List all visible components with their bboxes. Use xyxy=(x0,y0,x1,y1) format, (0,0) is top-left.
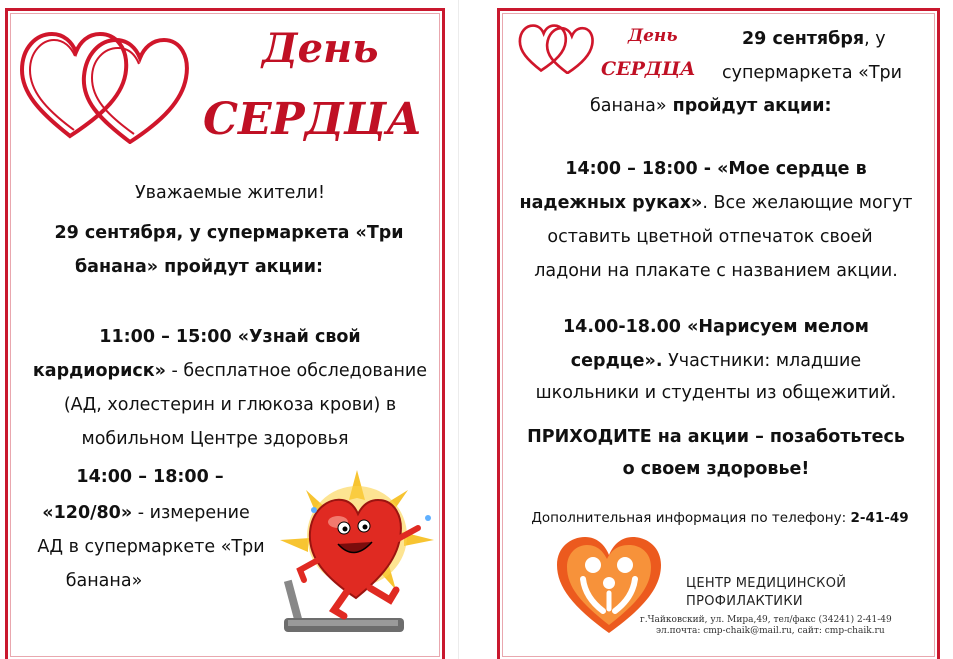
page-title-line2: СЕРДЦА xyxy=(601,58,696,80)
phone-label: Дополнительная информация по телефону: xyxy=(531,510,851,526)
event-time: 14:00 – 18:00 – xyxy=(76,467,224,487)
event-title-tail: кардиориск» xyxy=(32,361,166,381)
event-desc: (АД, холестерин и глюкоза крови) в xyxy=(63,395,397,415)
event-desc-line xyxy=(497,376,935,410)
event-desc-line xyxy=(497,344,935,378)
intro-text: супермаркета «Три xyxy=(722,63,903,83)
page-title-line1: День xyxy=(262,25,379,72)
event-time-title: 14:00 – 18:00 - «Мое сердце в xyxy=(565,159,867,179)
event-time-title: 14.00-18.00 «Нарисуем мелом xyxy=(563,317,869,337)
intro-date: 29 сентября xyxy=(742,29,865,49)
event-desc-line xyxy=(497,186,935,220)
intro-text-bold: пройдут акции: xyxy=(666,96,832,116)
double-heart-icon xyxy=(518,22,594,74)
page-title-line2: СЕРДЦА xyxy=(203,94,423,145)
event-desc: оставить цветной отпечаток своей xyxy=(547,227,873,247)
event-desc: ладони на плакате с названием акции. xyxy=(534,261,898,281)
running-heart-illustration xyxy=(278,470,436,638)
event-desc: Участники: младшие xyxy=(662,351,862,371)
event-desc-line xyxy=(0,422,430,456)
intro-line xyxy=(722,56,902,90)
event-desc: - бесплатное обследование xyxy=(165,361,428,381)
event-time-title: 11:00 – 15:00 «Узнай свой xyxy=(99,327,361,347)
event-desc: школьники и студенты из общежитий. xyxy=(535,383,897,403)
event-title xyxy=(497,310,935,344)
intro-line xyxy=(0,216,458,250)
call-to-action xyxy=(497,420,935,454)
call-to-action xyxy=(497,452,935,486)
intro-line xyxy=(590,89,832,123)
phone-number: 2-41-49 xyxy=(850,510,909,526)
event-desc: банана» xyxy=(65,571,143,591)
event-desc-line xyxy=(0,388,460,422)
event-title xyxy=(0,320,460,354)
intro-line xyxy=(742,22,886,56)
intro-text: 29 сентября, у супермаркета «Три xyxy=(54,223,404,243)
event-desc: . Все желающие могут xyxy=(702,193,913,213)
logo-name-line2: ПРОФИЛАКТИКИ xyxy=(686,594,803,609)
call-text: ПРИХОДИТЕ на акции – позаботьтесь xyxy=(527,427,905,447)
double-heart-icon xyxy=(18,26,190,144)
event-title xyxy=(497,152,935,186)
greeting: Уважаемые жители! xyxy=(135,183,325,203)
event-title-tail: надежных руках» xyxy=(519,193,703,213)
event-title xyxy=(0,460,300,494)
event-desc-line xyxy=(0,354,460,388)
event-desc: мобильном Центре здоровья xyxy=(81,429,349,449)
intro-line xyxy=(0,250,398,284)
event-desc-line xyxy=(497,220,923,254)
event-desc: - измерение xyxy=(132,503,250,523)
logo-contacts: эл.почта: cmp-chaik@mail.ru, сайт: cmp-chaik.ru xyxy=(656,626,885,636)
intro-text: банана» xyxy=(590,96,667,116)
event-desc-line xyxy=(0,530,302,564)
event-title-tail: сердце». xyxy=(570,351,663,371)
logo-address: г.Чайковский, ул. Мира,49, тел/факс (34241) 2-41-49 xyxy=(640,615,892,625)
logo-name-line1: ЦЕНТР МЕДИЦИНСКОЙ xyxy=(686,576,847,591)
intro-text: банана» пройдут акции: xyxy=(74,257,324,277)
event-desc-line xyxy=(0,496,292,530)
intro-text: , у xyxy=(864,29,886,49)
call-text: о своем здоровье! xyxy=(622,459,810,479)
event-title-tail: «120/80» xyxy=(42,503,133,523)
event-desc-line xyxy=(0,564,208,598)
phone-info xyxy=(497,505,943,531)
event-desc: АД в супермаркете «Три xyxy=(37,537,265,557)
event-desc-line xyxy=(497,254,935,288)
page-title-line1: День xyxy=(628,26,678,46)
